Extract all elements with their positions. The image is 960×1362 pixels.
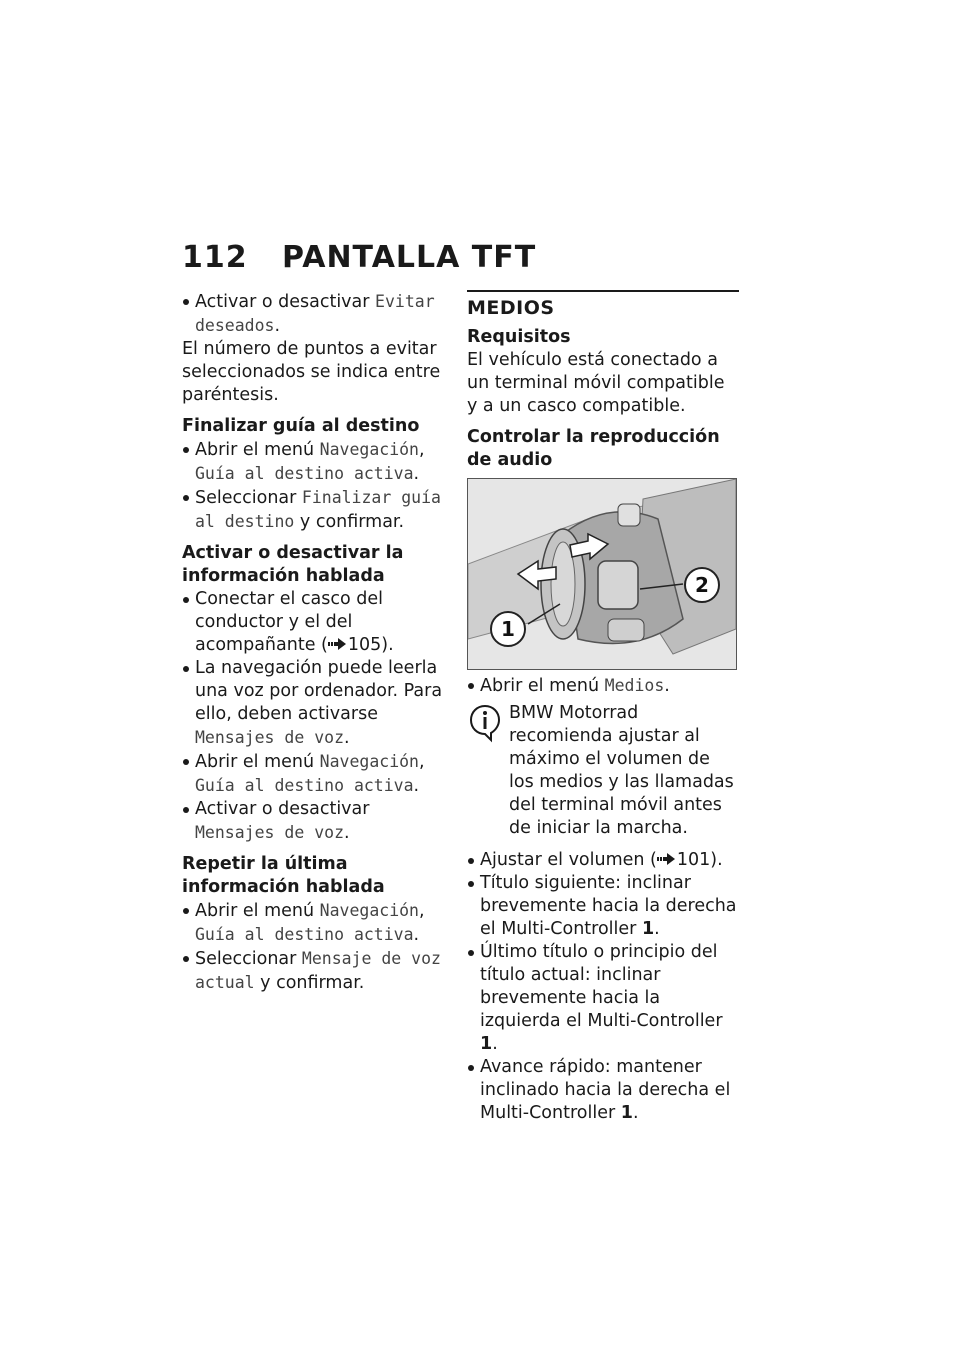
page-header [182,240,742,275]
menu-path: Guía al destino activa [195,776,414,795]
note-text: BMW Motorrad recomienda ajustar al máximo el volumen de los medios y las llamadas del terminal móvil antes de iniciar la marcha. [509,703,734,838]
list-item: Abrir el menú Navegación, Guía al destino activa. [182,438,450,486]
subheading: Controlar la reproducción de audio [467,427,720,470]
subheading: Repetir la última información hablada [182,854,385,897]
left-column [182,290,450,995]
menu-path: Guía al destino activa [195,464,414,483]
list-item: Último título o principio del título actual: inclinar brevemente hacia la izquierda el Multi-Controller 1. [467,941,739,1056]
list-item: Seleccionar Mensaje de voz actual y confirmar. [182,947,450,995]
menu-path: Mensaje de voz actual [195,949,441,992]
list-item: Activar o desactivar Mensajes de voz. [182,798,450,845]
subheading: Requisitos [467,327,571,347]
menu-path: Medios [604,676,665,695]
item-number: 1 [620,1103,633,1123]
menu-path: Navegación [319,901,419,920]
list-item: La navegación puede leerla una voz por ordenador. Para ello, deben activarse Mensajes de voz. [182,657,450,750]
right-column [467,290,739,1125]
item-number: 1 [641,919,655,939]
list-item: Abrir el menú Medios. [467,674,739,698]
multi-controller-figure [467,478,737,670]
page-reference: 105 [347,635,382,655]
figure-label-2: 2 [695,573,709,597]
menu-path: Mensajes de voz [195,728,345,747]
list-item: Activar o desactivar Evitar deseados. [182,290,450,338]
subheading: Finalizar guía al destino [182,416,420,436]
menu-path: Navegación [319,752,419,771]
list-item: Avance rápido: mantener inclinado hacia la derecha el Multi-Controller 1. [467,1056,739,1125]
info-note [467,702,739,840]
item-number: 1 [480,1034,493,1054]
list-item: Seleccionar Finalizar guía al destino y confirmar. [182,486,450,534]
paragraph: El vehículo está conectado a un terminal móvil compatible y a un casco compatible. [467,350,725,416]
list-item: Ajustar el volumen ( 101). [467,849,739,872]
figure-label-1: 1 [501,617,515,641]
list-item: Abrir el menú Navegación, Guía al destino activa. [182,750,450,798]
page-title: PANTALLA TFT [282,240,537,275]
info-icon [469,704,501,744]
paragraph: El número de puntos a evitar seleccionados se indica entre paréntesis. [182,339,441,405]
menu-path: Evitar deseados [195,292,435,335]
menu-path: Mensajes de voz [195,823,345,842]
subheading: Activar o desactivar la información hablada [182,543,404,586]
list-item: Conectar el casco del conductor y el del acompañante ( 105). [182,588,450,657]
list-item: Título siguiente: inclinar brevemente hacia la derecha el Multi-Controller 1. [467,872,739,941]
section-heading: MEDIOS [467,290,739,320]
page-reference: 101 [676,850,711,870]
menu-path: Finalizar guía al destino [195,488,441,531]
menu-path: Guía al destino activa [195,925,414,944]
list-item: Abrir el menú Navegación, Guía al destino activa. [182,899,450,947]
arrow-reference-icon [328,637,348,651]
page-number: 112 [182,240,248,275]
arrow-reference-icon [657,852,677,866]
handlebar-illustration [468,479,736,669]
menu-path: Navegación [319,440,419,459]
